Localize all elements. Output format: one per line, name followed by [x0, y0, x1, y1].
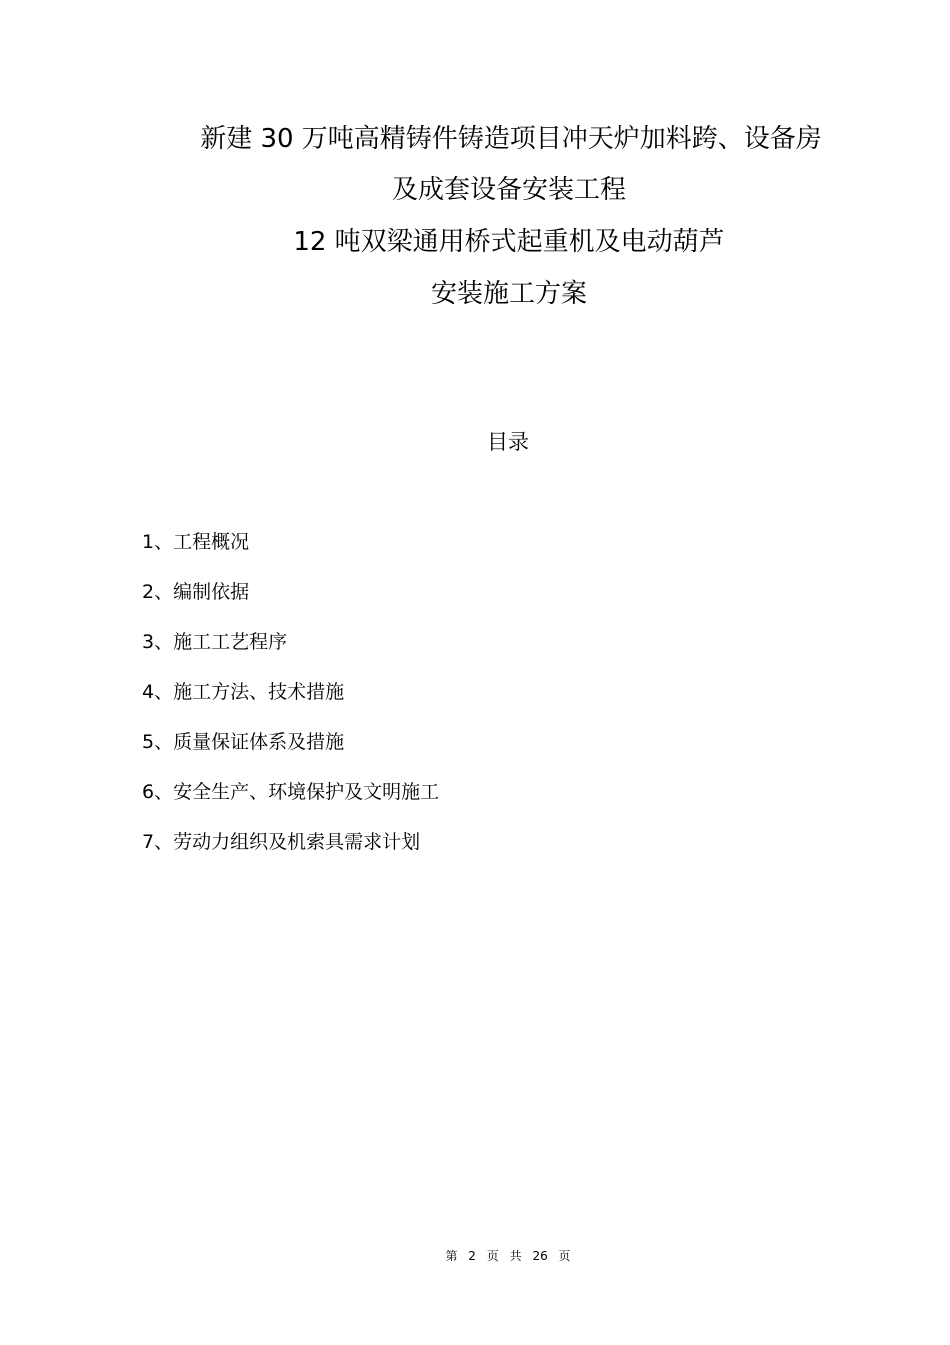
toc-item-6: 6、安全生产、环境保护及文明施工 — [142, 781, 440, 803]
table-of-contents — [142, 527, 439, 877]
toc-item-1: 1、工程概况 — [142, 531, 250, 553]
toc-item-4: 4、施工方法、技术措施 — [142, 681, 345, 703]
footer-total-pages: 26 — [532, 1249, 548, 1263]
toc-item-7: 7、劳动力组织及机索具需求计划 — [142, 831, 421, 853]
footer-current-page: 2 — [468, 1249, 476, 1263]
footer-suffix: 页 — [558, 1249, 571, 1263]
title-line-1: 新建 30 万吨高精铸件铸造项目冲天炉加料跨、设备房 — [200, 124, 822, 154]
page-footer — [0, 1247, 950, 1265]
title-line-4: 安装施工方案 — [430, 279, 587, 309]
toc-item-2: 2、编制依据 — [142, 581, 250, 603]
footer-total-word: 共 — [509, 1249, 522, 1263]
footer-page-word: 页 — [486, 1249, 499, 1263]
toc-item-3: 3、施工工艺程序 — [142, 631, 288, 653]
title-line-2: 及成套设备安装工程 — [391, 175, 626, 205]
footer-prefix: 第 — [445, 1249, 458, 1263]
toc-heading: 目录 — [487, 430, 529, 454]
toc-item-5: 5、质量保证体系及措施 — [142, 731, 345, 753]
title-line-3: 12 吨双梁通用桥式起重机及电动葫芦 — [293, 227, 725, 257]
